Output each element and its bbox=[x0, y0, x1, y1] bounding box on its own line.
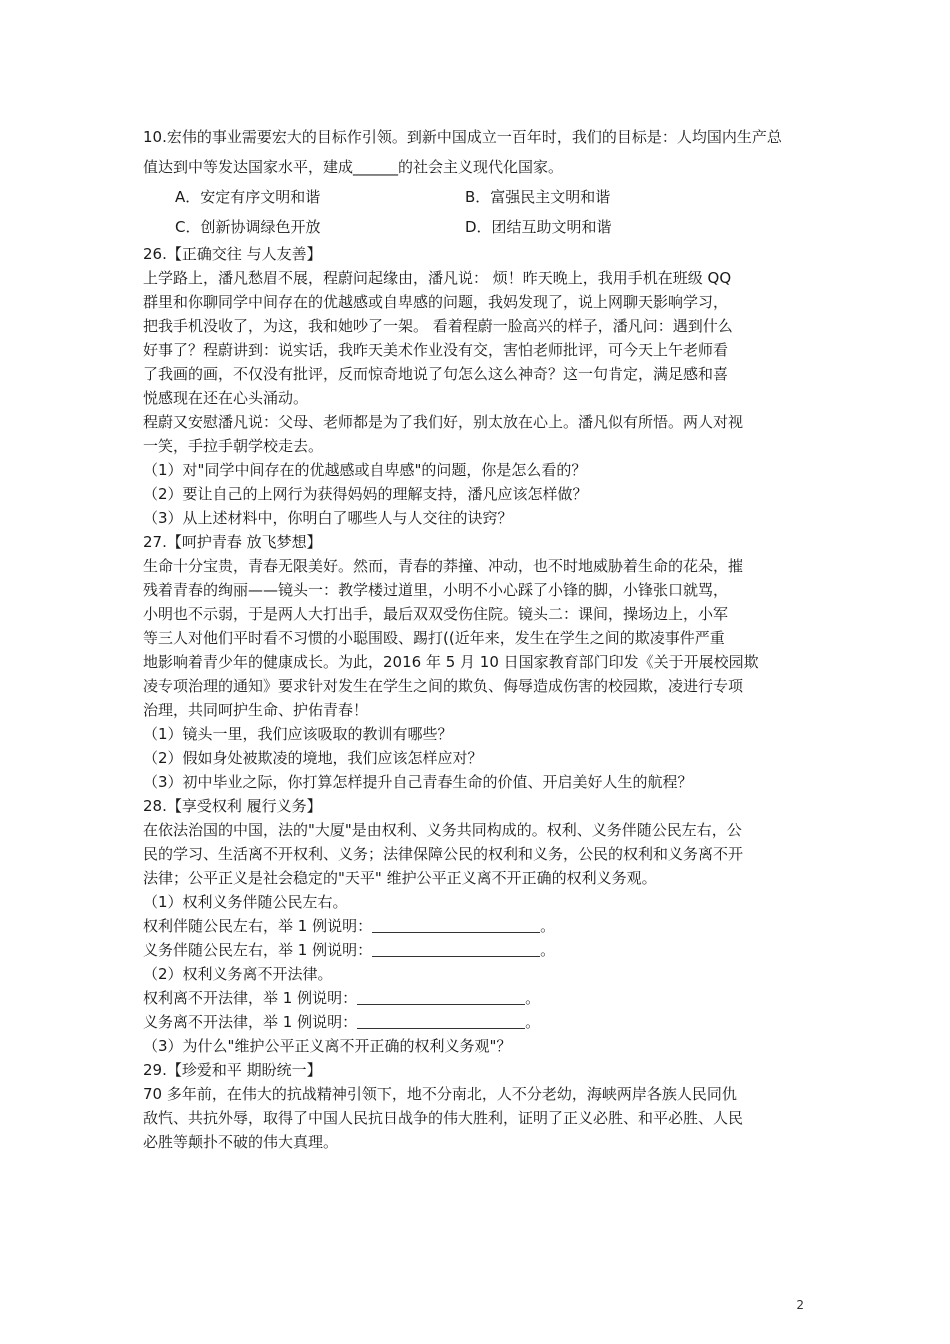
option-c[interactable]: C．创新协调绿色开放 bbox=[175, 218, 321, 236]
q27-para-line: 小明也不示弱，于是两人大打出手，最后双双受伤住院。镜头二：课间，操场边上，小军 bbox=[143, 605, 729, 623]
q28-para-line: 法律；公平正义是社会稳定的"天平" 维护公平正义离不开正确的权利义务观。 bbox=[143, 869, 657, 887]
question-26 bbox=[143, 242, 811, 530]
q28-subquestion-3: （3）为什么"维护公平正义离不开正确的权利义务观"？ bbox=[143, 1037, 512, 1055]
q28-prompt-1b: 义务伴随公民左右，举 1 例说明： bbox=[143, 941, 373, 959]
q10-line-2: 值达到中等发达国家水平，建成______的社会主义现代化国家。 bbox=[143, 158, 564, 176]
q10-options-row-1 bbox=[143, 182, 811, 212]
q27-para-line: 凌专项治理的通知》要求针对发生在学生之间的欺负、侮辱造成伤害的校园欺，凌进行专项 bbox=[143, 677, 744, 695]
question-29 bbox=[143, 1058, 811, 1154]
q28-title: 28.【享受权利 履行义务】 bbox=[143, 797, 322, 815]
q28-answer-row-2b bbox=[143, 1010, 811, 1034]
period: 。 bbox=[525, 1013, 541, 1031]
q26-para-line: 了我画的画，不仅没有批评，反而惊奇地说了句怎么这么神奇？这一句肯定，满足感和喜 bbox=[143, 365, 729, 383]
answer-blank[interactable] bbox=[372, 942, 540, 957]
q26-title: 26.【正确交往 与人友善】 bbox=[143, 245, 322, 263]
option-d[interactable]: D．团结互助文明和谐 bbox=[465, 218, 612, 236]
q28-answer-row-2a bbox=[143, 986, 811, 1010]
q27-subquestion-1: （1）镜头一里，我们应该吸取的教训有哪些？ bbox=[143, 725, 453, 743]
question-27 bbox=[143, 530, 811, 794]
q10-options-row-2 bbox=[143, 212, 811, 242]
q10-options bbox=[143, 182, 811, 242]
answer-blank[interactable] bbox=[372, 918, 540, 933]
q29-title: 29.【珍爱和平 期盼统一】 bbox=[143, 1061, 322, 1079]
q26-para-line: 程蔚又安慰潘凡说：父母、老师都是为了我们好，别太放在心上。潘凡似有所悟。两人对视 bbox=[143, 413, 744, 431]
period: 。 bbox=[540, 917, 556, 935]
q27-para-line: 等三人对他们平时看不习惯的小聪围殴、踢打((近年来，发生在学生之间的欺凌事件严重 bbox=[143, 629, 725, 647]
q29-para-line: 敌忾、共抗外辱，取得了中国人民抗日战争的伟大胜利，证明了正义必胜、和平必胜、人民 bbox=[143, 1109, 744, 1127]
q26-para-line: 把我手机没收了，为这，我和她吵了一架。 看着程蔚一脸高兴的样子，潘凡问：遇到什么 bbox=[143, 317, 733, 335]
q27-para-line: 治理，共同呵护生命、护佑青春！ bbox=[143, 701, 369, 719]
q28-subquestion-1: （1）权利义务伴随公民左右。 bbox=[143, 893, 348, 911]
q28-para-line: 民的学习、生活离不开权利、义务；法律保障公民的权利和义务，公民的权利和义务离不开 bbox=[143, 845, 744, 863]
period: 。 bbox=[525, 989, 541, 1007]
q28-para-line: 在依法治国的中国，法的"大厦"是由权利、义务共同构成的。权利、义务伴随公民左右，公 bbox=[143, 821, 742, 839]
q26-para-line: 悦感现在还在心头涌动。 bbox=[143, 389, 309, 407]
document-page bbox=[143, 122, 811, 1154]
q28-answer-row-1b bbox=[143, 938, 811, 962]
q27-para-line: 生命十分宝贵，青春无限美好。然而，青春的莽撞、冲动，也不时地威胁着生命的花朵，摧 bbox=[143, 557, 744, 575]
answer-blank[interactable] bbox=[357, 990, 525, 1005]
q10-line-1: 10.宏伟的事业需要宏大的目标作引领。到新中国成立一百年时，我们的目标是：人均国内生产总 bbox=[143, 128, 782, 146]
question-10 bbox=[143, 122, 811, 182]
q29-para-line: 必胜等颠扑不破的伟大真理。 bbox=[143, 1133, 339, 1151]
q28-prompt-1a: 权利伴随公民左右，举 1 例说明： bbox=[143, 917, 373, 935]
q26-para-line: 上学路上，潘凡愁眉不展，程蔚问起缘由，潘凡说： 烦！昨天晚上，我用手机在班级 QQ bbox=[143, 269, 732, 287]
q27-para-line: 地影响着青少年的健康成长。为此，2016 年 5 月 10 日国家教育部门印发《关于开展校园欺 bbox=[143, 653, 759, 671]
q28-answer-row-1a bbox=[143, 914, 811, 938]
q26-subquestion-2: （2）要让自己的上网行为获得妈妈的理解支持，潘凡应该怎样做？ bbox=[143, 485, 588, 503]
page-number: 2 bbox=[796, 1298, 804, 1312]
q28-prompt-2a: 权利离不开法律，举 1 例说明： bbox=[143, 989, 358, 1007]
period: 。 bbox=[540, 941, 556, 959]
answer-blank[interactable] bbox=[357, 1014, 525, 1029]
q26-subquestion-1: （1）对"同学中间存在的优越感或自卑感"的问题，你是怎么看的？ bbox=[143, 461, 587, 479]
q27-subquestion-3: （3）初中毕业之际，你打算怎样提升自己青春生命的价值、开启美好人生的航程？ bbox=[143, 773, 693, 791]
q26-subquestion-3: （3）从上述材料中，你明白了哪些人与人交往的诀窍？ bbox=[143, 509, 513, 527]
q28-prompt-2b: 义务离不开法律，举 1 例说明： bbox=[143, 1013, 358, 1031]
q27-subquestion-2: （2）假如身处被欺凌的境地，我们应该怎样应对？ bbox=[143, 749, 483, 767]
q26-para-line: 好事了？程蔚讲到：说实话，我昨天美术作业没有交，害怕老师批评，可今天上午老师看 bbox=[143, 341, 729, 359]
option-b[interactable]: B．富强民主文明和谐 bbox=[465, 188, 611, 206]
option-a[interactable]: A．安定有序文明和谐 bbox=[175, 188, 321, 206]
q28-subquestion-2: （2）权利义务离不开法律。 bbox=[143, 965, 333, 983]
q27-title: 27.【呵护青春 放飞梦想】 bbox=[143, 533, 322, 551]
q29-para-line: 70 多年前，在伟大的抗战精神引领下，地不分南北，人不分老幼，海峡两岸各族人民同仇 bbox=[143, 1085, 737, 1103]
q26-para-line: 一笑，手拉手朝学校走去。 bbox=[143, 437, 324, 455]
q26-para-line: 群里和你聊同学中间存在的优越感或自卑感的问题，我妈发现了，说上网聊天影响学习， bbox=[143, 293, 729, 311]
q27-para-line: 残着青春的绚丽——镜头一：教学楼过道里，小明不小心踩了小锋的脚，小锋张口就骂， bbox=[143, 581, 729, 599]
question-28 bbox=[143, 794, 811, 1058]
